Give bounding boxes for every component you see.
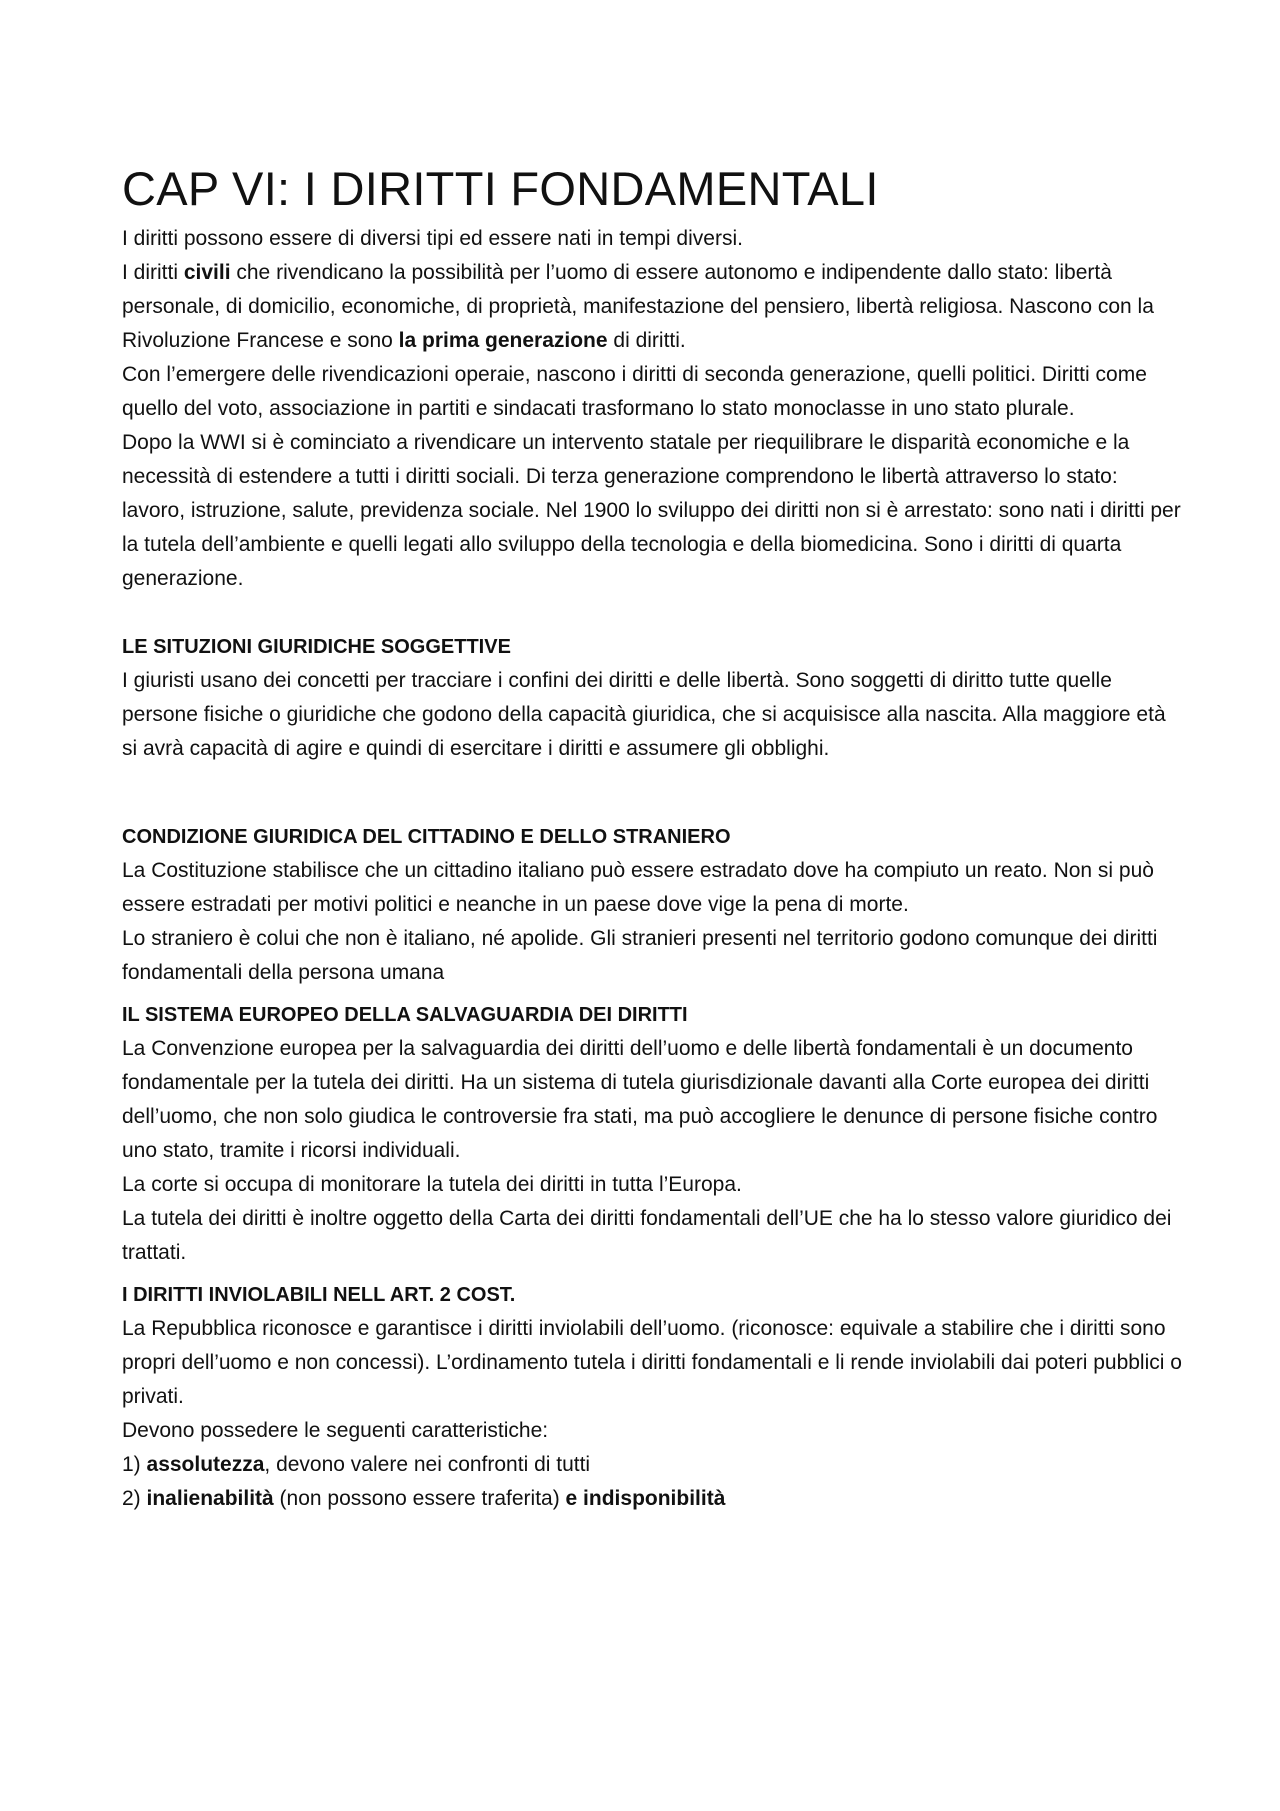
text-run: (non possono essere traferita) (273, 1487, 566, 1510)
bold-text-inalienabilita: inalienabilità (146, 1487, 274, 1510)
text-run: , devono valere nei confronti di tutti (264, 1453, 591, 1476)
text-run: I diritti (122, 261, 184, 284)
section-situazioni-paragraph: I giuristi usano dei concetti per tracciare i confini dei diritti e delle libertà. Sono soggetti di diritto tutte quelle persone fisiche o giuridiche che godono della capacità giuridica, che si acquisisce alla nascita. Alla maggiore età si avrà capacità di agire e quindi di esercitare i diritti e assumere gli obblighi. (122, 669, 1166, 760)
section-inviolabili-paragraph-1: La Repubblica riconosce e garantisce i diritti inviolabili dell’uomo. (riconosce: equivale a stabilire che i diritti sono propri dell’uomo e non concessi). L’ordinamento tutela i diritti fondamentali e li rende inviolabili dai poteri pubblici o privati. (122, 1317, 1182, 1408)
intro-paragraph-2 (122, 256, 1182, 358)
text-run: di diritti. (607, 329, 686, 352)
text-run: che rivendicano la possibilità per l’uomo di essere autonomo e indipendente dallo stato: libertà personale, di domicilio, economiche, di proprietà, manifestazione del pensiero, libertà religiosa. Nascono con la Rivoluzione Francese e sono (122, 261, 1154, 352)
list-number: 1) (122, 1453, 147, 1476)
spacer (122, 1270, 1182, 1278)
bold-text-assolutezza: assolutezza (146, 1453, 265, 1476)
document-page (122, 160, 1182, 1516)
section-sistema-paragraph-1: La Convenzione europea per la salvaguardia dei diritti dell’uomo e delle libertà fondamentali è un documento fondamentale per la tutela dei diritti. Ha un sistema di tutela giurisdizionale davanti alla Corte europea dei diritti dell’uomo, che non solo giudica le controversie fra stati, ma può accogliere le denunce di persone fisiche contro uno stato, tramite i ricorsi individuali. (122, 1037, 1158, 1162)
intro-paragraph-3: Con l’emergere delle rivendicazioni operaie, nascono i diritti di seconda generazione, quelli politici. Diritti come quello del voto, associazione in partiti e sindacati trasformano lo stato monoclasse in uno stato plurale. (122, 363, 1147, 420)
section-heading-inviolabili: I DIRITTI INVIOLABILI NELL ART. 2 COST. (122, 1284, 516, 1306)
list-item-assolutezza (122, 1448, 1182, 1482)
intro-paragraph-4: Dopo la WWI si è cominciato a rivendicare un intervento statale per riequilibrare le disparità economiche e la necessità di estendere a tutti i diritti sociali. Di terza generazione comprendono le libertà attraverso lo stato: lavoro, istruzione, salute, previdenza sociale. Nel 1900 lo sviluppo dei diritti non si è arrestato: sono nati i diritti per la tutela dell’ambiente e quelli legati allo sviluppo della tecnologia e della biomedicina. Sono i diritti di quarta generazione. (122, 431, 1181, 590)
section-heading-situazioni: LE SITUZIONI GIURIDICHE SOGGETTIVE (122, 636, 511, 658)
section-sistema-paragraph-3: La tutela dei diritti è inoltre oggetto della Carta dei diritti fondamentali dell’UE che ha lo stesso valore giuridico dei trattati. (122, 1207, 1172, 1264)
section-heading-condizione: CONDIZIONE GIURIDICA DEL CITTADINO E DELLO STRANIERO (122, 826, 731, 848)
section-inviolabili-paragraph-2: Devono possedere le seguenti caratteristiche: (122, 1419, 549, 1442)
bold-text-indisponibilita: e indisponibilità (565, 1487, 726, 1510)
bold-text-prima-generazione: la prima generazione (398, 329, 608, 352)
bold-text-civili: civili (183, 261, 231, 284)
section-condizione-paragraph-2: Lo straniero è colui che non è italiano, né apolide. Gli stranieri presenti nel territorio godono comunque dei diritti fondamentali della persona umana (122, 927, 1158, 984)
intro-paragraph-1: I diritti possono essere di diversi tipi ed essere nati in tempi diversi. (122, 227, 743, 250)
spacer (122, 766, 1182, 820)
list-item-inalienabilita (122, 1482, 1182, 1516)
spacer (122, 990, 1182, 998)
page-title: CAP VI: I DIRITTI FONDAMENTALI (122, 162, 879, 215)
section-condizione-paragraph-1: La Costituzione stabilisce che un cittadino italiano può essere estradato dove ha compiuto un reato. Non si può essere estradati per motivi politici e neanche in un paese dove vige la pena di morte. (122, 859, 1154, 916)
list-number: 2) (122, 1487, 147, 1510)
section-sistema-paragraph-2: La corte si occupa di monitorare la tutela dei diritti in tutta l’Europa. (122, 1173, 742, 1196)
section-heading-sistema-europeo: IL SISTEMA EUROPEO DELLA SALVAGUARDIA DEI DIRITTI (122, 1004, 688, 1026)
spacer (122, 596, 1182, 630)
